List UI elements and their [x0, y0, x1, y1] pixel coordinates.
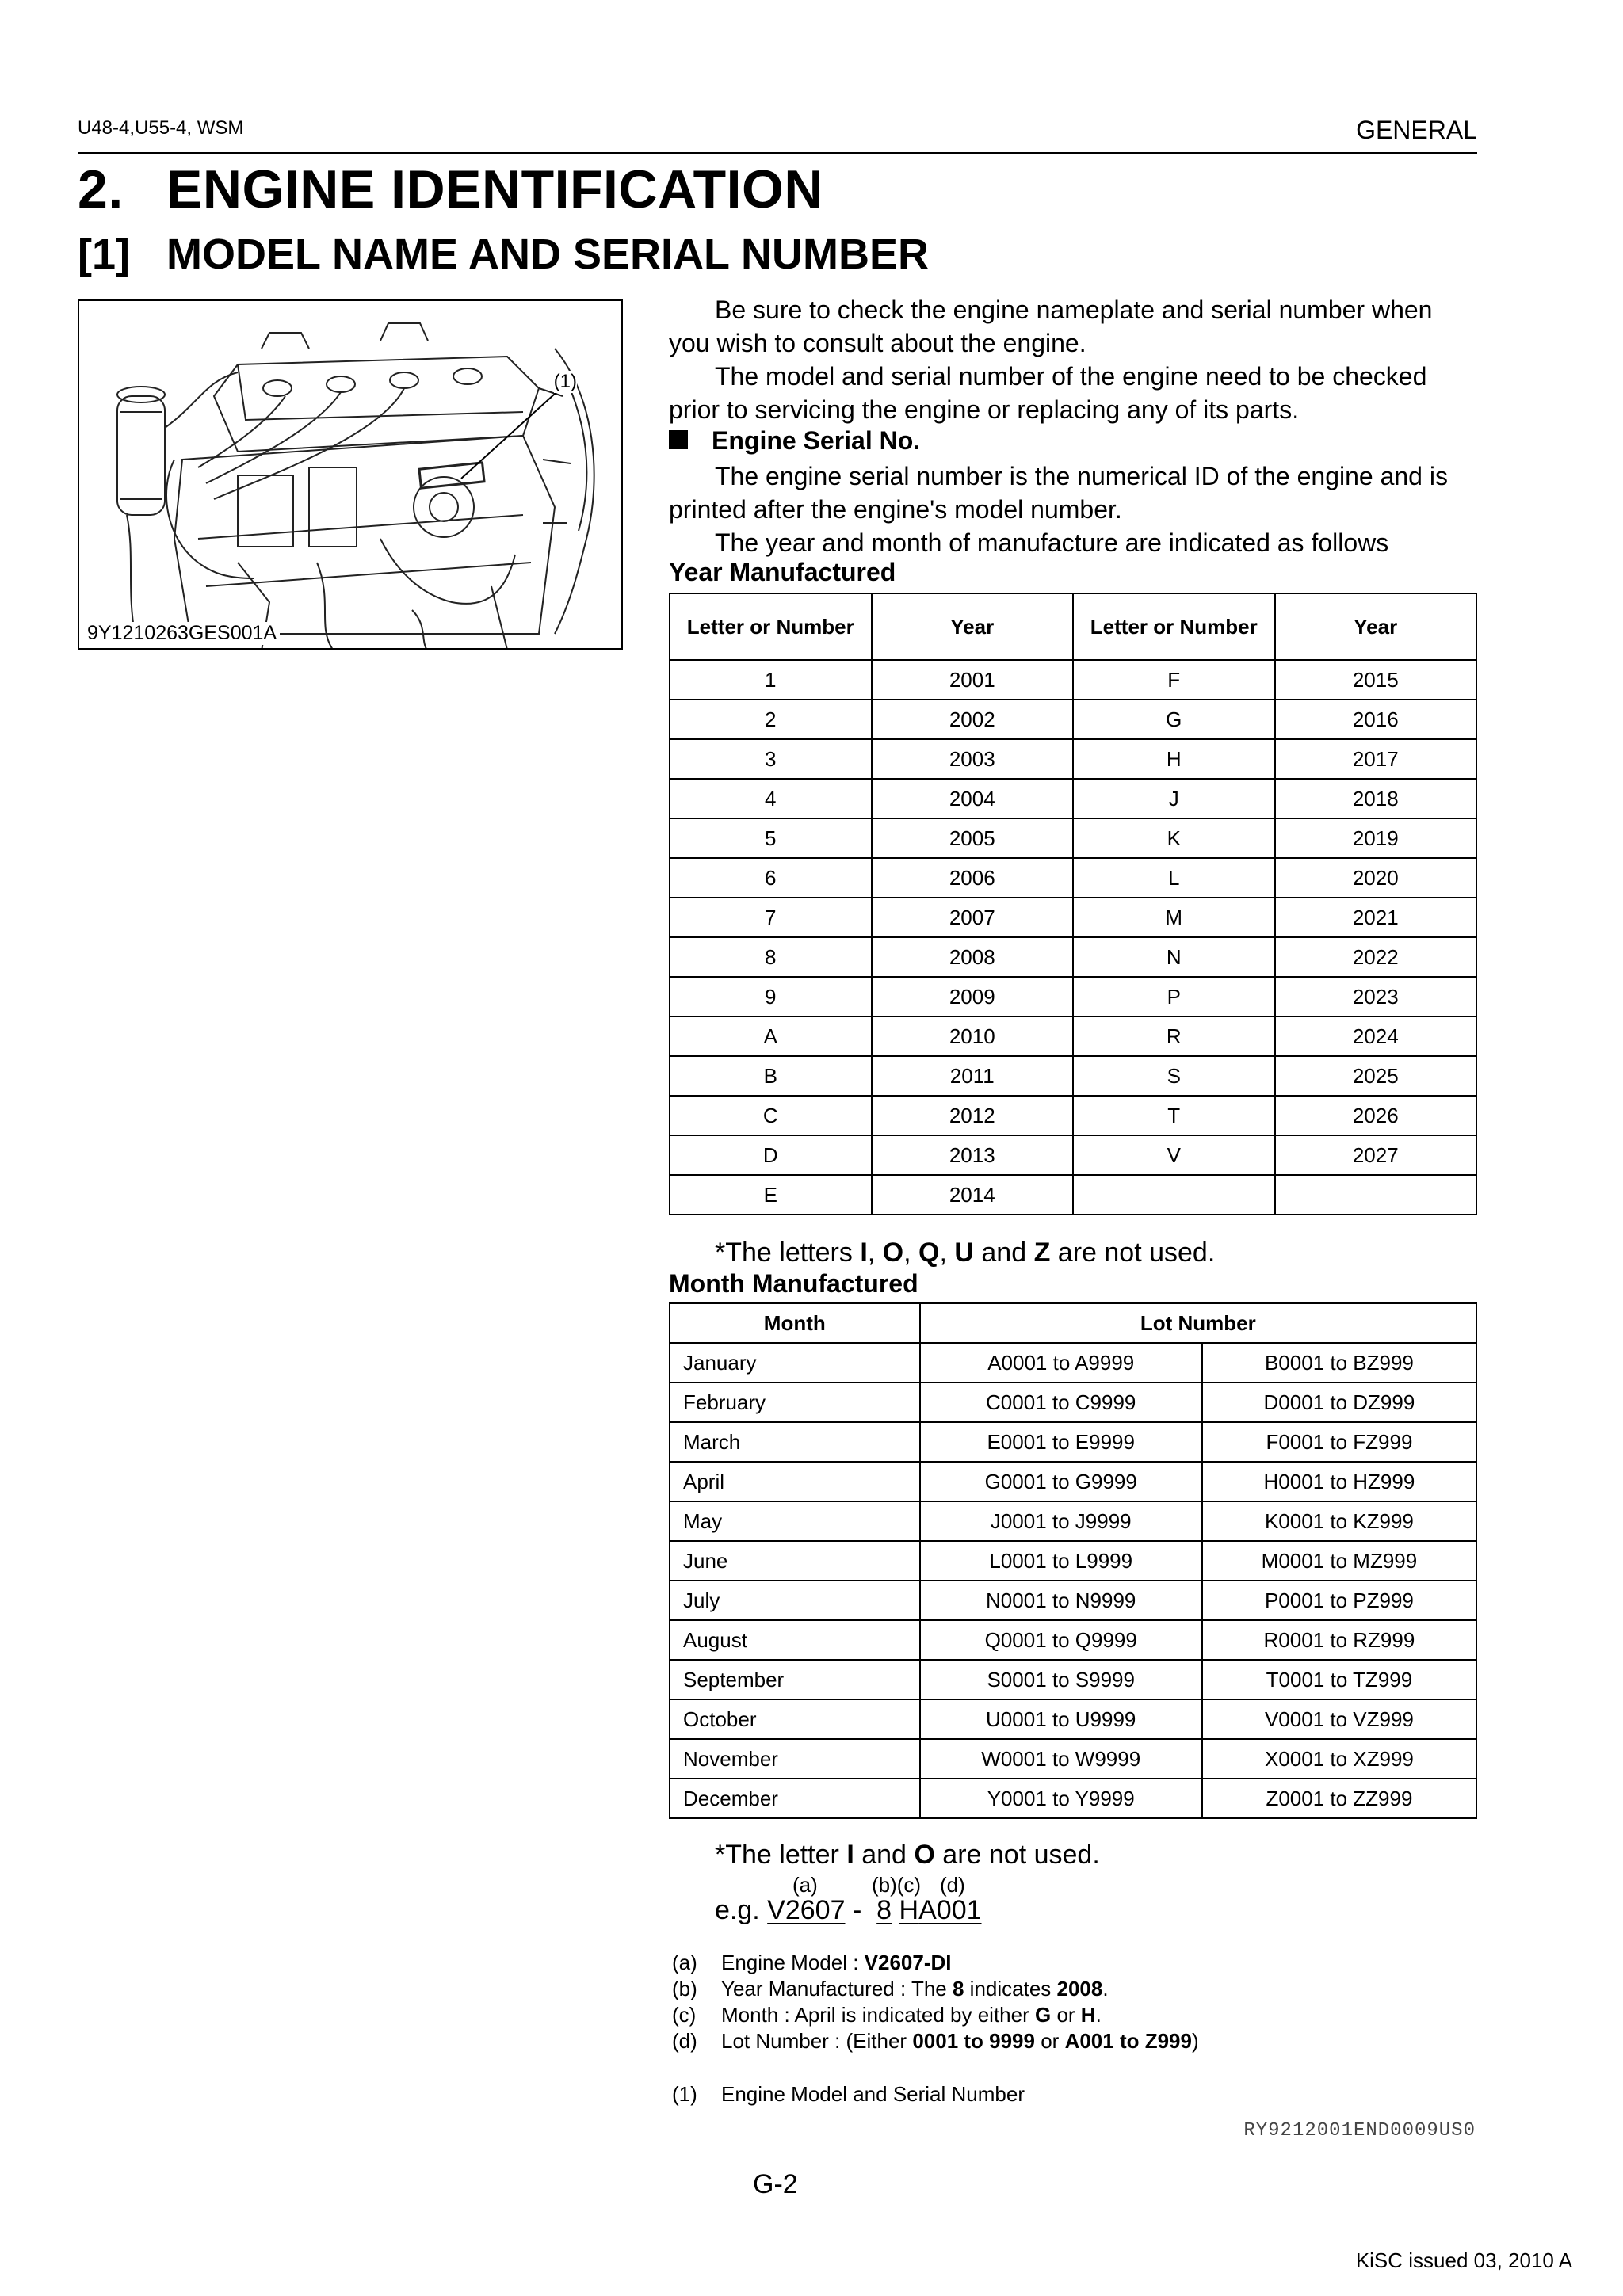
table-cell: 2027 [1275, 1135, 1477, 1175]
definition-key: (b) [672, 1977, 697, 2000]
definition-text: or [1034, 2029, 1065, 2053]
lot-number-cell: X0001 to XZ999 [1202, 1739, 1476, 1779]
definition-text: Year Manufactured : The [721, 1977, 953, 2000]
figure-callout-label: (1) [553, 371, 577, 392]
manual-title: U48-4,U55-4, WSM [78, 117, 244, 139]
lot-number-cell: M0001 to MZ999 [1202, 1541, 1476, 1581]
definition-text: or [1051, 2003, 1081, 2027]
month-cell: May [670, 1501, 920, 1541]
table-cell: L [1073, 858, 1275, 898]
note-letter: O [914, 1840, 935, 1870]
lot-number-cell: Y0001 to Y9999 [920, 1779, 1202, 1818]
engine-drawing [79, 301, 623, 650]
definition-key: (a) [672, 1951, 697, 1974]
intro-text [669, 293, 1477, 426]
table-row [670, 1462, 1476, 1501]
table-cell: 2016 [1275, 700, 1477, 739]
table-cell: C [670, 1096, 872, 1135]
table-row [670, 818, 1476, 858]
definition-text: ) [1191, 2029, 1199, 2053]
month-cell: November [670, 1739, 920, 1779]
example-mark-a: (a) [792, 1873, 818, 1897]
table-cell: B [670, 1056, 872, 1096]
table-row [670, 1779, 1476, 1818]
engine-illustration [78, 299, 623, 650]
table-cell: 2017 [1275, 739, 1477, 779]
lot-number-cell: Q0001 to Q9999 [920, 1620, 1202, 1660]
table-cell: G [1073, 700, 1275, 739]
table-cell: K [1073, 818, 1275, 858]
square-bullet-icon [669, 430, 688, 449]
heading-number: 2. [78, 159, 124, 219]
column-header: Month [670, 1303, 920, 1343]
lot-number-cell: K0001 to KZ999 [1202, 1501, 1476, 1541]
heading-text: ENGINE IDENTIFICATION [166, 159, 824, 219]
note-text: are not used. [934, 1840, 1100, 1870]
month-cell: March [670, 1422, 920, 1462]
definition-bold: V2607-DI [864, 1951, 952, 1974]
definition-text: . [1102, 1977, 1109, 2000]
table-cell: 2002 [872, 700, 1074, 739]
example-prefix: e.g. [715, 1895, 768, 1925]
table-cell: J [1073, 779, 1275, 818]
table-cell: T [1073, 1096, 1275, 1135]
table-cell: 2020 [1275, 858, 1477, 898]
table-row [670, 1699, 1476, 1739]
definition-text: Lot Number : (Either [721, 2029, 913, 2053]
column-header: Letter or Number [670, 593, 872, 660]
table-cell: 2010 [872, 1016, 1074, 1056]
table-cell: 2023 [1275, 977, 1477, 1016]
month-cell: January [670, 1343, 920, 1383]
definition-bold: 8 [952, 1977, 964, 2000]
note-letter: Q [918, 1238, 940, 1268]
month-note [715, 1840, 1100, 1871]
table-cell: 2015 [1275, 660, 1477, 700]
serial-heading [669, 426, 920, 456]
column-header: Lot Number [920, 1303, 1476, 1343]
year-table-header-row [670, 593, 1476, 660]
table-cell: D [670, 1135, 872, 1175]
definition-b [672, 1977, 1109, 2001]
table-row [670, 700, 1476, 739]
lot-number-cell: H0001 to HZ999 [1202, 1462, 1476, 1501]
month-table [669, 1302, 1477, 1819]
lot-number-cell: E0001 to E9999 [920, 1422, 1202, 1462]
table-row [670, 1383, 1476, 1422]
table-row [670, 779, 1476, 818]
definition-bold: A001 to Z999 [1064, 2029, 1192, 2053]
table-cell: 8 [670, 937, 872, 977]
example-lot: A001 [918, 1895, 982, 1925]
intro-paragraph-1: Be sure to check the engine nameplate and serial number when you wish to consult about the engine. [669, 296, 1433, 357]
table-cell: 2003 [872, 739, 1074, 779]
table-cell: A [670, 1016, 872, 1056]
definition-text: . [1095, 2003, 1102, 2027]
month-cell: October [670, 1699, 920, 1739]
table-row [670, 1541, 1476, 1581]
table-row [670, 660, 1476, 700]
definition-text: indicates [964, 1977, 1057, 2000]
serial-paragraph-1: The engine serial number is the numerical ID of the engine and is printed after the engine's model number. [669, 462, 1448, 524]
table-cell: 2014 [872, 1175, 1074, 1215]
note-letter: I [860, 1238, 868, 1268]
table-row [670, 858, 1476, 898]
subheading-number: [1] [78, 231, 130, 278]
table-row [670, 1096, 1476, 1135]
table-cell: N [1073, 937, 1275, 977]
table-cell: 2025 [1275, 1056, 1477, 1096]
table-cell: 4 [670, 779, 872, 818]
table-cell: 1 [670, 660, 872, 700]
note-letter: U [954, 1238, 974, 1268]
note-text: and [973, 1238, 1034, 1268]
month-table-title: Month Manufactured [669, 1269, 918, 1298]
figure-id: 9Y1210263GES001A [84, 622, 280, 645]
page-number: G-2 [753, 2169, 798, 2199]
lot-number-cell: L0001 to L9999 [920, 1541, 1202, 1581]
serial-paragraph-2: The year and month of manufacture are indicated as follows [715, 528, 1389, 557]
year-table-title: Year Manufactured [669, 558, 896, 586]
table-cell: 2021 [1275, 898, 1477, 937]
definition-d [672, 2029, 1199, 2054]
table-row [670, 1739, 1476, 1779]
table-row [670, 739, 1476, 779]
definition-bold: 2008 [1056, 1977, 1103, 2000]
table-cell: 2009 [872, 977, 1074, 1016]
table-cell: M [1073, 898, 1275, 937]
column-header: Letter or Number [1073, 593, 1275, 660]
note-text: , [939, 1238, 955, 1268]
table-row [670, 1660, 1476, 1699]
subheading-text: MODEL NAME AND SERIAL NUMBER [166, 231, 930, 278]
lot-number-cell: D0001 to DZ999 [1202, 1383, 1476, 1422]
definition-text: Month : April is indicated by either [721, 2003, 1035, 2027]
serial-heading-text: Engine Serial No. [712, 426, 921, 455]
lot-number-cell: A0001 to A9999 [920, 1343, 1202, 1383]
definition-a [672, 1951, 952, 1975]
table-row [670, 1422, 1476, 1462]
example-dash: - [845, 1895, 877, 1925]
lot-number-cell: P0001 to PZ999 [1202, 1581, 1476, 1620]
table-row [670, 898, 1476, 937]
table-cell: 2026 [1275, 1096, 1477, 1135]
lot-number-cell: J0001 to J9999 [920, 1501, 1202, 1541]
table-row [670, 1581, 1476, 1620]
note-text: , [903, 1238, 919, 1268]
definition-bold: 0001 to 9999 [912, 2029, 1035, 2053]
note-text: are not used. [1050, 1238, 1216, 1268]
month-cell: December [670, 1779, 920, 1818]
table-cell: 2024 [1275, 1016, 1477, 1056]
table-cell: 2006 [872, 858, 1074, 898]
year-table [669, 593, 1477, 1215]
definition-bold: H [1080, 2003, 1096, 2027]
definition-key: (d) [672, 2029, 697, 2053]
example-mark-d: (d) [940, 1873, 965, 1897]
page-title [78, 158, 823, 220]
table-cell: 6 [670, 858, 872, 898]
serial-text [669, 460, 1477, 559]
table-row [670, 1620, 1476, 1660]
lot-number-cell: T0001 to TZ999 [1202, 1660, 1476, 1699]
table-row [670, 1501, 1476, 1541]
document-reference-code: RY9212001END0009US0 [1243, 2120, 1476, 2142]
note-text: and [854, 1840, 915, 1870]
legend-key: (1) [672, 2082, 697, 2106]
subheading [78, 230, 929, 279]
month-cell: July [670, 1581, 920, 1620]
serial-example [715, 1895, 982, 1926]
definition-c [672, 2003, 1102, 2027]
issue-info: KiSC issued 03, 2010 A [1355, 2248, 1572, 2272]
legend-text: Engine Model and Serial Number [721, 2082, 1025, 2106]
table-cell: 2008 [872, 937, 1074, 977]
table-cell: 2001 [872, 660, 1074, 700]
table-cell: 2019 [1275, 818, 1477, 858]
lot-number-cell: G0001 to G9999 [920, 1462, 1202, 1501]
definition-text: Engine Model : [721, 1951, 865, 1974]
table-cell: R [1073, 1016, 1275, 1056]
month-cell: June [670, 1541, 920, 1581]
table-cell: E [670, 1175, 872, 1215]
table-cell: P [1073, 977, 1275, 1016]
table-cell: V [1073, 1135, 1275, 1175]
lot-number-cell: B0001 to BZ999 [1202, 1343, 1476, 1383]
table-cell: F [1073, 660, 1275, 700]
lot-number-cell: W0001 to W9999 [920, 1739, 1202, 1779]
lot-number-cell: Z0001 to ZZ999 [1202, 1779, 1476, 1818]
table-row [670, 937, 1476, 977]
month-cell: September [670, 1660, 920, 1699]
note-letter: O [882, 1238, 904, 1268]
intro-paragraph-2: The model and serial number of the engine need to be checked prior to servicing the engine or replacing any of its parts. [669, 362, 1427, 424]
table-cell: 2004 [872, 779, 1074, 818]
table-cell: 2018 [1275, 779, 1477, 818]
table-cell: 2022 [1275, 937, 1477, 977]
table-cell: 5 [670, 818, 872, 858]
month-table-header-row [670, 1303, 1476, 1343]
table-cell [1275, 1175, 1477, 1215]
table-row [670, 1135, 1476, 1175]
note-text: *The letters [715, 1238, 861, 1268]
column-header: Year [872, 593, 1074, 660]
table-cell: 2011 [872, 1056, 1074, 1096]
table-row [670, 1175, 1476, 1215]
column-header: Year [1275, 593, 1477, 660]
month-cell: April [670, 1462, 920, 1501]
note-letter: I [846, 1840, 854, 1870]
example-year: 8 [876, 1895, 892, 1925]
lot-number-cell: C0001 to C9999 [920, 1383, 1202, 1422]
table-row [670, 1056, 1476, 1096]
table-cell: 2 [670, 700, 872, 739]
lot-number-cell: S0001 to S9999 [920, 1660, 1202, 1699]
table-cell: S [1073, 1056, 1275, 1096]
table-cell: 3 [670, 739, 872, 779]
example-model: V2607 [767, 1895, 846, 1925]
figure-legend [672, 2082, 1025, 2107]
lot-number-cell: F0001 to FZ999 [1202, 1422, 1476, 1462]
lot-number-cell: V0001 to VZ999 [1202, 1699, 1476, 1739]
definition-key: (c) [672, 2003, 697, 2027]
note-text: *The letter [715, 1840, 847, 1870]
table-cell: 2013 [872, 1135, 1074, 1175]
table-cell: 2005 [872, 818, 1074, 858]
lot-number-cell: U0001 to U9999 [920, 1699, 1202, 1739]
table-cell: 7 [670, 898, 872, 937]
definition-bold: G [1034, 2003, 1052, 2027]
table-cell: 9 [670, 977, 872, 1016]
note-letter: Z [1033, 1238, 1051, 1268]
lot-number-cell: R0001 to RZ999 [1202, 1620, 1476, 1660]
example-mark-bc: (b)(c) [872, 1873, 922, 1897]
section-title: GENERAL [1356, 116, 1477, 144]
header-divider [78, 152, 1477, 154]
table-cell: 2007 [872, 898, 1074, 937]
note-text: , [867, 1238, 883, 1268]
table-row [670, 1016, 1476, 1056]
table-cell: 2012 [872, 1096, 1074, 1135]
month-cell: August [670, 1620, 920, 1660]
year-note [715, 1238, 1215, 1268]
example-month: H [899, 1895, 919, 1925]
table-row [670, 977, 1476, 1016]
lot-number-cell: N0001 to N9999 [920, 1581, 1202, 1620]
table-row [670, 1343, 1476, 1383]
month-cell: February [670, 1383, 920, 1422]
table-cell [1073, 1175, 1275, 1215]
table-cell: H [1073, 739, 1275, 779]
